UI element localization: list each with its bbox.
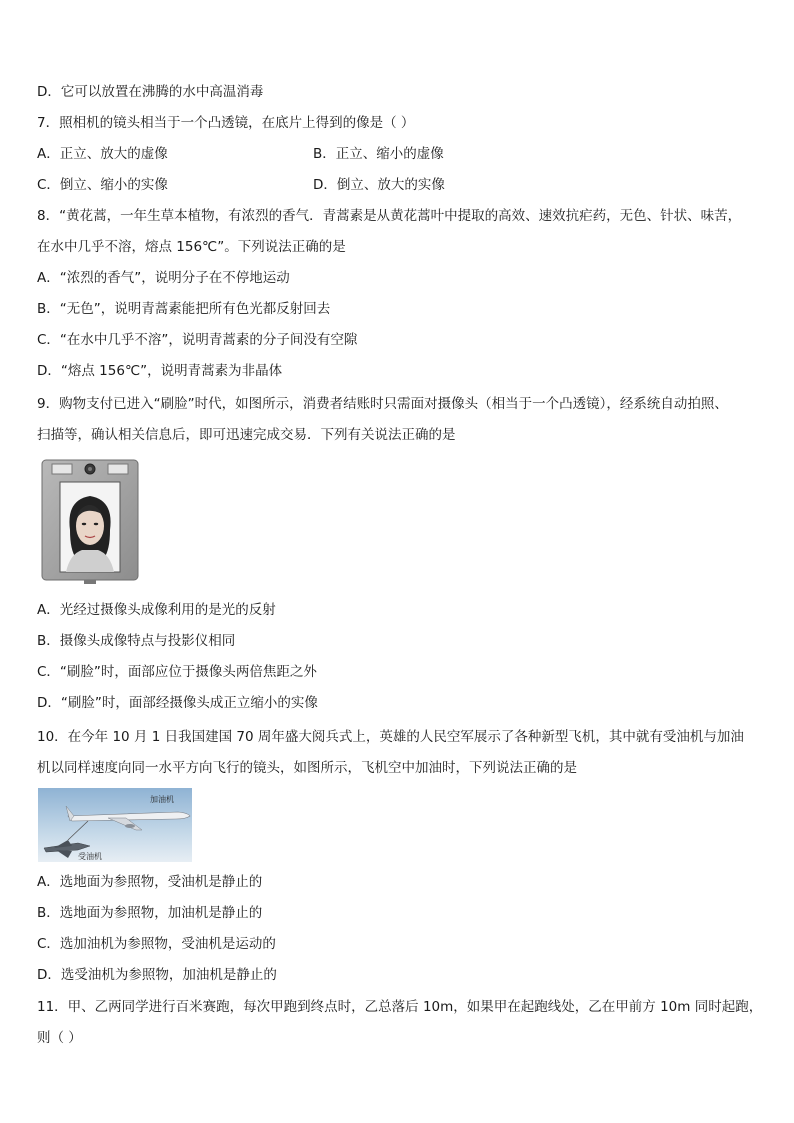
q8-stem-line2: 在水中几乎不溶，熔点 156℃”。下列说法正确的是: [37, 239, 346, 255]
q8-option-c: C．“在水中几乎不溶”，说明青蒿素的分子间没有空隙: [37, 332, 358, 348]
receiver-label: 受油机: [78, 852, 102, 861]
q10-option-b: B．选地面为参照物，加油机是静止的: [37, 905, 263, 921]
tanker-label: 加油机: [150, 795, 174, 804]
q6-option-d: D．它可以放置在沸腾的水中高温消毒: [37, 84, 264, 100]
q11-stem-line1: 11．甲、乙两同学进行百米赛跑，每次甲跑到终点时，乙总落后 10m，如果甲在起跑线处，乙在甲前方 10m 同时起跑，: [37, 999, 763, 1015]
q7-option-a: A．正立、放大的虚像: [37, 146, 168, 162]
q9-option-c: C．“刷脸”时，面部应位于摄像头两倍焦距之外: [37, 664, 317, 680]
q8-stem-line1: 8．“黄花蒿，一年生草本植物，有浓烈的香气．青蒿素是从黄花蒿叶中提取的高效、速效抗疟药，无色、针状、味苦，: [37, 208, 742, 224]
q9-option-d: D．“刷脸”时，面部经摄像头成正立缩小的实像: [37, 695, 318, 711]
q8-option-a: A．“浓烈的香气”，说明分子在不停地运动: [37, 270, 290, 286]
aerial-refueling-image: [38, 788, 192, 862]
q7-option-d: D．倒立、放大的实像: [313, 177, 445, 193]
q10-option-d: D．选受油机为参照物，加油机是静止的: [37, 967, 277, 983]
q10-option-c: C．选加油机为参照物，受油机是运动的: [37, 936, 276, 952]
q11-stem-line2: 则（ ）: [37, 1030, 82, 1046]
q9-option-b: B．摄像头成像特点与投影仪相同: [37, 633, 236, 649]
q10-option-a: A．选地面为参照物，受油机是静止的: [37, 874, 263, 890]
q9-option-a: A．光经过摄像头成像利用的是光的反射: [37, 602, 276, 618]
q10-stem-line1: 10．在今年 10 月 1 日我国建国 70 周年盛大阅兵式上，英雄的人民空军展示了各种新型飞机，其中就有受油机与加油: [37, 729, 744, 745]
q9-stem-line1: 9．购物支付已进入“刷脸”时代，如图所示，消费者结账时只需面对摄像头（相当于一个凸透镜），经系统自动拍照、: [37, 396, 728, 412]
q9-stem-line2: 扫描等，确认相关信息后，即可迅速完成交易．下列有关说法正确的是: [37, 427, 456, 443]
q10-stem-line2: 机以同样速度向同一水平方向飞行的镜头，如图所示，飞机空中加油时，下列说法正确的是: [37, 760, 577, 776]
q8-option-b: B．“无色”，说明青蒿素能把所有色光都反射回去: [37, 301, 331, 317]
q7-option-b: B．正立、缩小的虚像: [313, 146, 444, 162]
face-payment-terminal-image: [40, 458, 140, 584]
q7-option-c: C．倒立、缩小的实像: [37, 177, 168, 193]
q8-option-d: D．“熔点 156℃”，说明青蒿素为非晶体: [37, 363, 283, 379]
q7-stem: 7．照相机的镜头相当于一个凸透镜，在底片上得到的像是（ ）: [37, 115, 415, 131]
